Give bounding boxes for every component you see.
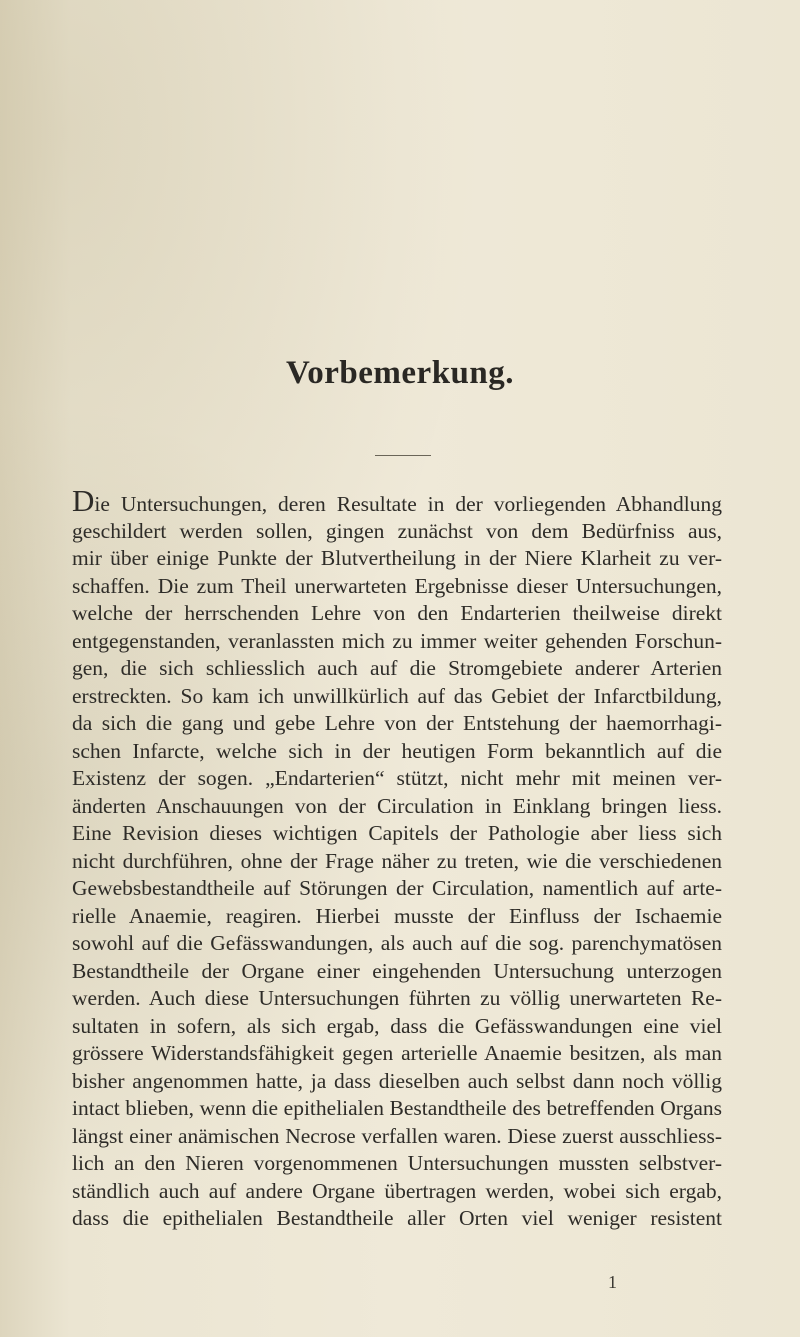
text-line: intact blieben, wenn die epithelialen Bestandtheile des betreffenden Organs	[72, 1096, 722, 1120]
text-line: grössere Widerstandsfähigkeit gegen arterielle Anaemie besitzen, als man	[72, 1041, 722, 1065]
text-line: Bestandtheile der Organe einer eingehenden Untersuchung unterzogen	[72, 958, 722, 983]
text-line: welche der herrschenden Lehre von den Endarterien theilweise direkt	[72, 601, 722, 625]
first-line-text: ie Untersuchungen, deren Resultate in der vorliegenden Abhandlung	[94, 492, 722, 516]
text-line: mir über einige Punkte der Blutvertheilung in der Niere Klarheit zu ver-	[72, 546, 722, 570]
text-line: ständlich auch auf andere Organe übertragen werden, wobei sich ergab,	[72, 1178, 722, 1203]
page-number: 1	[608, 1272, 617, 1292]
text-line: Eine Revision dieses wichtigen Capitels der Pathologie aber liess sich	[72, 821, 722, 845]
text-line: nicht durchführen, ohne der Frage näher zu treten, wie die verschiedenen	[72, 848, 722, 873]
text-line: rielle Anaemie, reagiren. Hierbei musste der Einfluss der Ischaemie	[72, 903, 722, 928]
text-line: schaffen. Die zum Theil unerwarteten Ergebnisse dieser Untersuchungen,	[72, 573, 722, 598]
text-line: entgegenstanden, veranlassten mich zu immer weiter gehenden Forschun-	[72, 628, 722, 653]
text-line: sultaten in sofern, als sich ergab, dass die Gefässwandungen eine viel	[72, 1013, 722, 1038]
text-line: längst einer anämischen Necrose verfallen waren. Diese zuerst ausschliess-	[72, 1123, 722, 1148]
text-line: änderten Anschauungen von der Circulation in Einklang bringen liess.	[72, 793, 722, 818]
heading-rule	[375, 455, 431, 456]
text-line: sowohl auf die Gefässwandungen, als auch auf die sog. parenchymatösen	[72, 931, 722, 955]
text-line: lich an den Nieren vorgenommenen Untersuchungen mussten selbstver-	[72, 1151, 722, 1175]
text-line: bisher angenommen hatte, ja dass dieselben auch selbst dann noch völlig	[72, 1068, 722, 1093]
text-line: Gewebsbestandtheile auf Störungen der Circulation, namentlich auf arte-	[72, 876, 722, 900]
text-line: schen Infarcte, welche sich in der heutigen Form bekanntlich auf die	[72, 738, 722, 763]
text-line: werden. Auch diese Untersuchungen führten zu völlig unerwarteten Re-	[72, 986, 722, 1010]
text-line: da sich die gang und gebe Lehre von der Entstehung der haemorrhagi-	[72, 711, 722, 735]
text-line: gen, die sich schliesslich auch auf die Stromgebiete anderer Arterien	[72, 656, 722, 680]
body-paragraph	[72, 483, 722, 1233]
drop-cap: D	[72, 483, 95, 518]
text-line: erstreckten. So kam ich unwillkürlich auf das Gebiet der Infarctbildung,	[72, 683, 722, 708]
text-line: Existenz der sogen. „Endarterien“ stützt, nicht mehr mit meinen ver-	[72, 766, 722, 790]
section-heading: Vorbemerkung.	[285, 355, 515, 391]
text-line: geschildert werden sollen, gingen zunächst von dem Bedürfniss aus,	[72, 518, 722, 543]
text-line-first	[72, 483, 722, 518]
text-line: dass die epithelialen Bestandtheile aller Orten viel weniger resistent	[72, 1206, 722, 1230]
